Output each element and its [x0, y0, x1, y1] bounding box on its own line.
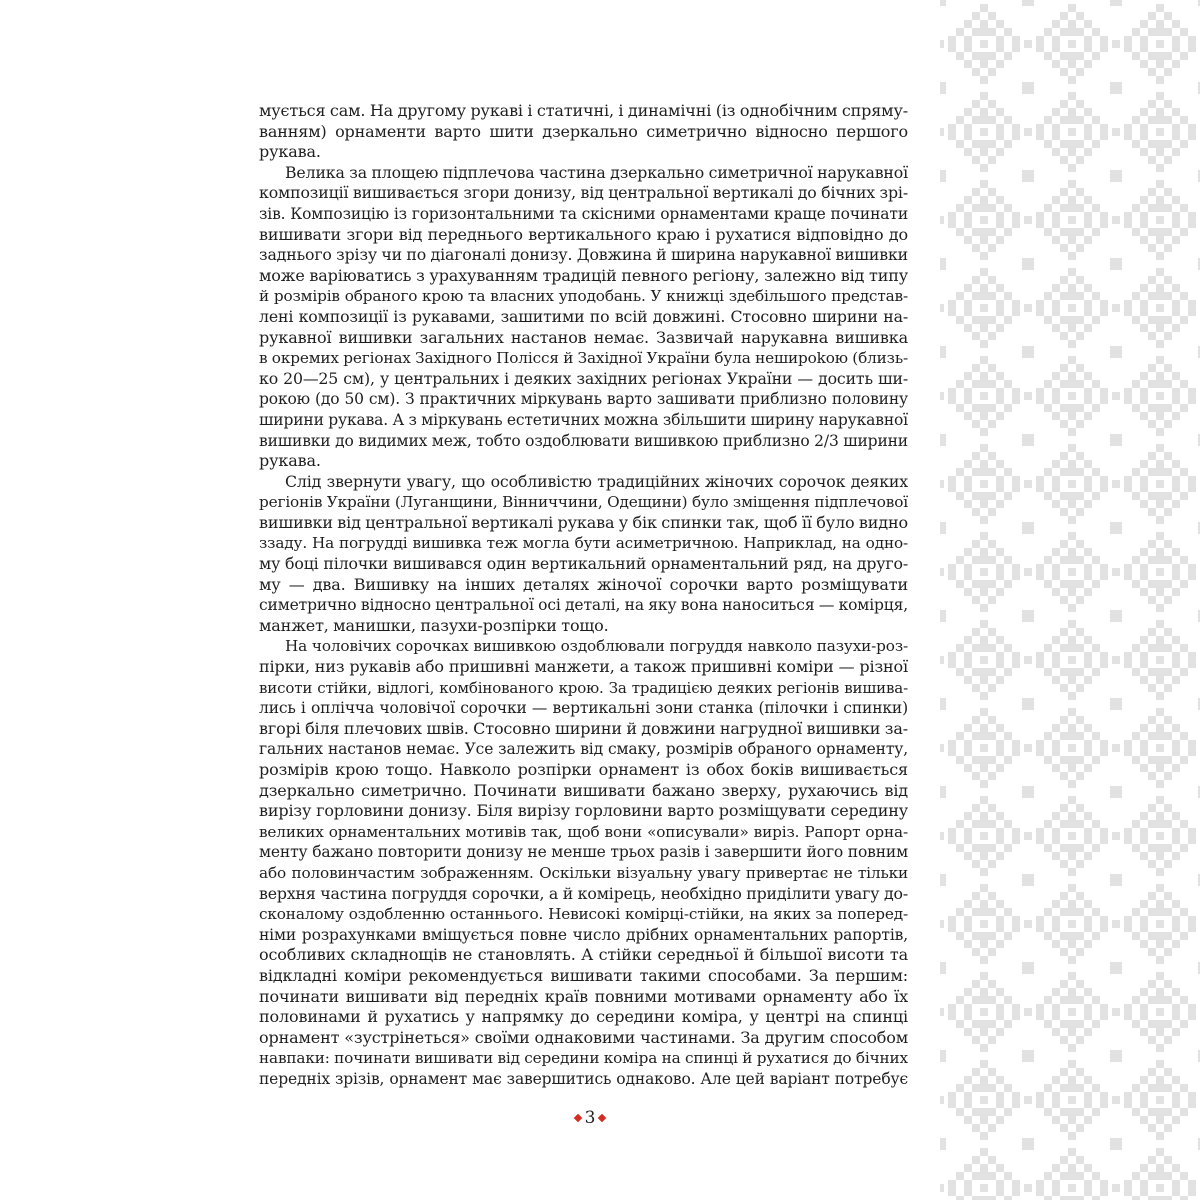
text-line: композиції вишивається згори донизу, від центральної вертикалі до бічних зрі- — [259, 183, 908, 203]
paragraph-4 — [259, 636, 908, 1089]
text-line: ко 20—25 см), у центральних і деяких західних регіонах України — досить ши- — [259, 368, 908, 388]
text-line: вишивки від центральної вертикалі рукава у бік спинки так, щоб її було видно — [259, 512, 908, 532]
embroidery-ornament-border — [940, 0, 1200, 1200]
text-line: вишивки до видимих меж, тобто оздоблювати вишивкою приблизно 2/3 ширини — [259, 431, 908, 450]
text-line: регіонів України (Луганщини, Вінниччини, Одещини) було зміщення підплечової — [259, 493, 908, 512]
text-line: починати вишивати від передніх країв повними мотивами орнаменту або їх — [259, 986, 908, 1006]
text-line: симетрично відносно центральної осі деталі, на яку вона наноситься — комірця, — [259, 596, 908, 615]
text-line: вгорі біля плечових швів. Стосовно ширини й довжини нагрудної вишивки за- — [259, 718, 908, 738]
body-text — [259, 101, 908, 1090]
text-line: або половинчастим зображенням. Оскільки візуальну увагу привертає не тільки — [259, 863, 908, 882]
text-line: лені композиції із рукавами, зашитими по всій довжині. Стосовно ширини на- — [259, 306, 908, 326]
text-line: рукавної вишивки загальних настанов немає. Зазвичай нарукавна вишивка — [259, 327, 908, 347]
text-line: Слід звернути увагу, що особливістю традиційних жіночих сорочок деяких — [285, 471, 908, 491]
text-line: пірки, низ рукавів або пришивні манжети, а також пришивні коміри — різної — [259, 657, 908, 677]
text-line: дзеркально симетрично. Починати вишивати бажано зверху, рухаючись від — [259, 780, 908, 800]
text-line: ззаду. На погрудді вишивка теж могла бути асиметричною. Наприклад, на одно- — [259, 534, 908, 553]
text-line: сконалому оздобленню останнього. Невисокі комірці-стійки, на яких за поперед- — [259, 905, 908, 924]
text-line: орнамент «зустрінеться» своїми однаковими частинами. За другим способом — [259, 1027, 908, 1047]
text-line: німи розрахунками вміщується повне число дрібних орнаментальних рапортів, — [259, 925, 908, 944]
text-line: особливих складнощів не становлять. А стійки середньої й більшої висоти та — [259, 945, 908, 965]
text-line: відкладні коміри рекомендується вишивати такими способами. За першим: — [259, 965, 908, 985]
text-line: висоти стійки, відлогі, комбінованого крою. За традицією деяких регіонів вишива- — [259, 678, 908, 697]
diamond-ornament-icon — [573, 1113, 581, 1121]
text-line: вишивати згори від переднього вертикального краю і рухатися відповідно до — [259, 224, 908, 244]
text-line: Велика за площею підплечова частина дзеркально симетричної нарукавної — [285, 162, 908, 182]
text-line: й розмірів обраного крою та власних уподобань. У книжці здебільшого представ- — [259, 287, 908, 306]
page-number: 3 — [584, 1107, 596, 1128]
text-line: верхня частина погруддя сорочки, а й комірець, необхідно приділити увагу до- — [259, 883, 908, 903]
text-line: му — два. Вишивку на інших деталях жіночої сорочки варто розміщувати — [259, 574, 908, 594]
text-line: може варіюватись з урахуванням традицій певного регіону, залежно від типу — [259, 265, 908, 285]
paragraph-2 — [259, 163, 908, 472]
text-line: передніх зрізів, орнамент має завершитись однаково. Але цей варіант потребує — [259, 1069, 908, 1088]
text-line: зів. Композицію із горизонтальними та скісними орнаментами краще починати — [259, 204, 908, 223]
paragraph-3 — [259, 472, 908, 637]
text-line: менту бажано повторити донизу не менше трьох разів і завершити його повним — [259, 843, 908, 862]
page-footer — [560, 1106, 620, 1130]
text-line: лись і оплічча чоловічої сорочки — вертикальні зони станка (пілочки і спинки) — [259, 699, 908, 718]
text-line: розмірів крою тощо. Навколо розпірки орнамент із обох боків вишивається — [259, 760, 908, 779]
diamond-ornament-icon — [598, 1113, 606, 1121]
text-line: рукава. — [259, 451, 321, 471]
text-line: манжет, манишки, пазухи-розпірки тощо. — [259, 615, 609, 635]
text-line: рокою (до 50 см). З практичних міркувань варто зашивати приблизно половину — [259, 390, 908, 409]
text-line: навпаки: починати вишивати від середини коміра на спинці й рухатися до бічних — [259, 1049, 908, 1068]
paragraph-1 — [259, 101, 908, 163]
text-line: в окремих регіонах Західного Полісся й Західної України була нешироkою (близь- — [259, 349, 908, 368]
text-line: ширини рукава. А з міркувань естетичних можна збільшити ширину нарукавної — [259, 410, 908, 429]
text-line: великих орнаментальних мотивів так, щоб вони «описували» виріз. Рапорт орна- — [259, 822, 908, 841]
text-line: рукава. — [259, 142, 321, 162]
text-line: половинами й рухатись у напрямку до середини коміра, у центрі на спинці — [259, 1007, 908, 1027]
text-line: му боці пілочки вишивався один вертикальний орнаментальний ряд, на друго- — [259, 554, 908, 574]
text-line: гальних настанов немає. Усе залежить від смаку, розмірів обраного орнаменту, — [259, 740, 908, 759]
text-line: заднього зрізу чи по діагоналі донизу. Довжина й ширина нарукавної вишивки — [259, 245, 908, 265]
text-line: мується сам. На другому рукаві і статичні, і динамічні (із однобічним спряму- — [259, 101, 908, 120]
text-line: вирізу горловини донизу. Біля вирізу горловини варто розміщувати середину — [259, 801, 908, 821]
text-line: На чоловічих сорочках вишивкою оздоблювали погруддя навколо пазухи-роз- — [285, 637, 908, 656]
text-line: ванням) орнаменти варто шити дзеркально симетрично відносно першого — [259, 121, 908, 141]
